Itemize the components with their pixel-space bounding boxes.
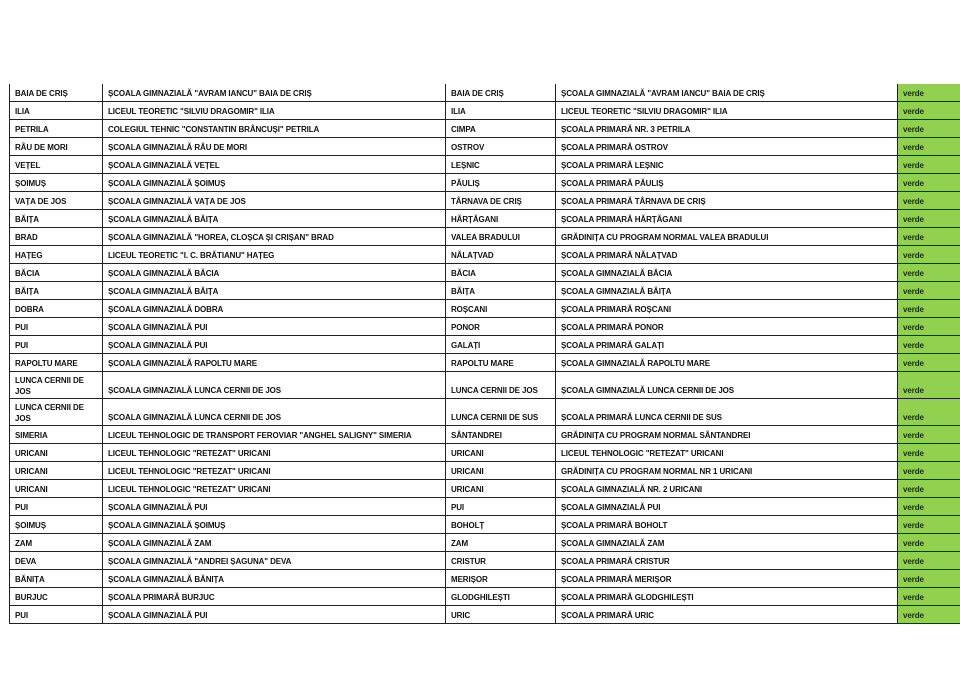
partner-locality-cell[interactable]: BĂCIA: [446, 264, 556, 282]
table-row: [10, 426, 960, 444]
partner-school-cell[interactable]: ȘCOALA GIMNAZIALĂ NR. 2 URICANI: [556, 480, 898, 498]
school-cell[interactable]: ȘCOALA GIMNAZIALĂ VEȚEL: [103, 156, 446, 174]
table-row: [10, 354, 960, 372]
school-cell[interactable]: LICEUL TEHNOLOGIC "RETEZAT" URICANI: [103, 462, 446, 480]
school-cell[interactable]: ȘCOALA GIMNAZIALĂ PUI: [103, 498, 446, 516]
locality-cell[interactable]: PETRILA: [10, 120, 103, 138]
locality-cell[interactable]: URICANI: [10, 480, 103, 498]
partner-school-cell[interactable]: ȘCOALA PRIMARĂ URIC: [556, 606, 898, 624]
school-cell[interactable]: ȘCOALA GIMNAZIALĂ DOBRA: [103, 300, 446, 318]
partner-school-cell[interactable]: ȘCOALA PRIMARĂ GLODGHILEȘTI: [556, 588, 898, 606]
locality-cell[interactable]: URICANI: [10, 462, 103, 480]
table-row: [10, 570, 960, 588]
partner-locality-cell[interactable]: HĂRȚĂGANI: [446, 210, 556, 228]
partner-school-cell[interactable]: ȘCOALA GIMNAZIALĂ BĂCIA: [556, 264, 898, 282]
status-cell[interactable]: verde: [898, 354, 960, 372]
table-row: [10, 480, 960, 498]
status-cell[interactable]: verde: [898, 156, 960, 174]
school-cell[interactable]: ȘCOALA GIMNAZIALĂ BĂIȚA: [103, 282, 446, 300]
partner-school-cell[interactable]: LICEUL TEHNOLOGIC "RETEZAT" URICANI: [556, 444, 898, 462]
table-row: [10, 444, 960, 462]
table-row: [10, 84, 960, 102]
school-cell[interactable]: ȘCOALA GIMNAZIALĂ VAȚA DE JOS: [103, 192, 446, 210]
partner-school-cell[interactable]: ȘCOALA PRIMARĂ PONOR: [556, 318, 898, 336]
status-cell[interactable]: verde: [898, 102, 960, 120]
status-cell[interactable]: verde: [898, 174, 960, 192]
partner-locality-cell[interactable]: LEȘNIC: [446, 156, 556, 174]
partner-locality-cell[interactable]: URIC: [446, 606, 556, 624]
locality-cell[interactable]: BAIA DE CRIȘ: [10, 84, 103, 102]
partner-locality-cell[interactable]: PUI: [446, 498, 556, 516]
table-row: [10, 588, 960, 606]
table-row: [10, 120, 960, 138]
table-row: [10, 282, 960, 300]
status-cell[interactable]: verde: [898, 534, 960, 552]
table-row: [10, 300, 960, 318]
locality-cell[interactable]: ȘOIMUȘ: [10, 516, 103, 534]
partner-school-cell[interactable]: ȘCOALA GIMNAZIALĂ "AVRAM IANCU" BAIA DE CRIȘ: [556, 84, 898, 102]
partner-school-cell[interactable]: ȘCOALA GIMNAZIALĂ BĂIȚA: [556, 282, 898, 300]
partner-locality-cell[interactable]: RAPOLTU MARE: [446, 354, 556, 372]
partner-locality-cell[interactable]: SÂNTANDREI: [446, 426, 556, 444]
status-cell[interactable]: verde: [898, 588, 960, 606]
locality-cell[interactable]: DEVA: [10, 552, 103, 570]
table-row: [10, 246, 960, 264]
locality-cell[interactable]: BĂNIȚA: [10, 570, 103, 588]
locality-cell[interactable]: DOBRA: [10, 300, 103, 318]
table-row: [10, 174, 960, 192]
status-cell[interactable]: verde: [898, 192, 960, 210]
school-cell[interactable]: ȘCOALA GIMNAZIALĂ PUI: [103, 606, 446, 624]
partner-school-cell[interactable]: LICEUL TEORETIC "SILVIU DRAGOMIR" ILIA: [556, 102, 898, 120]
partner-school-cell[interactable]: ȘCOALA GIMNAZIALĂ PUI: [556, 498, 898, 516]
status-cell[interactable]: verde: [898, 444, 960, 462]
school-cell[interactable]: ȘCOALA GIMNAZIALĂ LUNCA CERNII DE JOS: [103, 372, 446, 399]
partner-locality-cell[interactable]: BAIA DE CRIȘ: [446, 84, 556, 102]
school-cell[interactable]: ȘCOALA GIMNAZIALĂ BĂNIȚA: [103, 570, 446, 588]
table-row: [10, 516, 960, 534]
table-row: [10, 102, 960, 120]
locality-cell[interactable]: LUNCA CERNII DE JOS: [10, 372, 103, 399]
partner-locality-cell[interactable]: VALEA BRADULUI: [446, 228, 556, 246]
status-cell[interactable]: verde: [898, 399, 960, 426]
locality-cell[interactable]: RÂU DE MORI: [10, 138, 103, 156]
partner-school-cell[interactable]: GRĂDINIȚA CU PROGRAM NORMAL SÂNTANDREI: [556, 426, 898, 444]
status-cell[interactable]: verde: [898, 498, 960, 516]
school-cell[interactable]: LICEUL TEHNOLOGIC "RETEZAT" URICANI: [103, 444, 446, 462]
school-cell[interactable]: ȘCOALA GIMNAZIALĂ LUNCA CERNII DE JOS: [103, 399, 446, 426]
status-cell[interactable]: verde: [898, 138, 960, 156]
status-cell[interactable]: verde: [898, 372, 960, 399]
school-cell[interactable]: ȘCOALA GIMNAZIALĂ "HOREA, CLOȘCA ȘI CRIȘAN" BRAD: [103, 228, 446, 246]
partner-locality-cell[interactable]: BOHOLȚ: [446, 516, 556, 534]
table-row: [10, 462, 960, 480]
table-body: [10, 84, 960, 624]
partner-school-cell[interactable]: ȘCOALA GIMNAZIALĂ ZAM: [556, 534, 898, 552]
table-row: [10, 336, 960, 354]
status-cell[interactable]: verde: [898, 282, 960, 300]
status-cell[interactable]: verde: [898, 552, 960, 570]
school-cell[interactable]: ȘCOALA GIMNAZIALĂ PUI: [103, 318, 446, 336]
status-cell[interactable]: verde: [898, 480, 960, 498]
locality-cell[interactable]: URICANI: [10, 444, 103, 462]
school-cell[interactable]: ȘCOALA GIMNAZIALĂ ȘOIMUȘ: [103, 516, 446, 534]
school-cell[interactable]: LICEUL TEHNOLOGIC "RETEZAT" URICANI: [103, 480, 446, 498]
locality-cell[interactable]: RAPOLTU MARE: [10, 354, 103, 372]
locality-cell[interactable]: ILIA: [10, 102, 103, 120]
table-row: [10, 264, 960, 282]
partner-locality-cell[interactable]: PĂULIȘ: [446, 174, 556, 192]
school-cell[interactable]: ȘCOALA GIMNAZIALĂ BĂIȚA: [103, 210, 446, 228]
school-cell[interactable]: ȘCOALA GIMNAZIALĂ BĂCIA: [103, 264, 446, 282]
partner-locality-cell[interactable]: OSTROV: [446, 138, 556, 156]
locality-cell[interactable]: BĂIȚA: [10, 282, 103, 300]
status-cell[interactable]: verde: [898, 84, 960, 102]
partner-locality-cell[interactable]: URICANI: [446, 444, 556, 462]
table-row: [10, 498, 960, 516]
table-row: [10, 606, 960, 624]
school-cell[interactable]: ȘCOALA GIMNAZIALĂ RÂU DE MORI: [103, 138, 446, 156]
partner-school-cell[interactable]: ȘCOALA PRIMARĂ CRISTUR: [556, 552, 898, 570]
school-cell[interactable]: LICEUL TEORETIC "SILVIU DRAGOMIR" ILIA: [103, 102, 446, 120]
partner-locality-cell[interactable]: LUNCA CERNII DE SUS: [446, 399, 556, 426]
partner-locality-cell[interactable]: GALAȚI: [446, 336, 556, 354]
partner-school-cell[interactable]: ȘCOALA PRIMARĂ TÂRNAVA DE CRIȘ: [556, 192, 898, 210]
partner-school-cell[interactable]: ȘCOALA PRIMARĂ NĂLAȚVAD: [556, 246, 898, 264]
table-row: [10, 552, 960, 570]
table-row: [10, 138, 960, 156]
locality-cell[interactable]: PUI: [10, 606, 103, 624]
partner-locality-cell[interactable]: CIMPA: [446, 120, 556, 138]
partner-locality-cell[interactable]: NĂLAȚVAD: [446, 246, 556, 264]
locality-cell[interactable]: PUI: [10, 318, 103, 336]
partner-school-cell[interactable]: GRĂDINIȚA CU PROGRAM NORMAL NR 1 URICANI: [556, 462, 898, 480]
partner-school-cell[interactable]: ȘCOALA PRIMARĂ NR. 3 PETRILA: [556, 120, 898, 138]
status-cell[interactable]: verde: [898, 516, 960, 534]
partner-school-cell[interactable]: ȘCOALA PRIMARĂ BOHOLT: [556, 516, 898, 534]
partner-school-cell[interactable]: ȘCOALA PRIMARĂ HĂRȚĂGANI: [556, 210, 898, 228]
locality-cell[interactable]: BRAD: [10, 228, 103, 246]
school-cell[interactable]: ȘCOALA GIMNAZIALĂ ȘOIMUȘ: [103, 174, 446, 192]
partner-locality-cell[interactable]: BĂIȚA: [446, 282, 556, 300]
school-cell[interactable]: LICEUL TEORETIC "I. C. BRĂTIANU" HAȚEG: [103, 246, 446, 264]
school-cell[interactable]: ȘCOALA GIMNAZIALĂ "ANDREI ȘAGUNA" DEVA: [103, 552, 446, 570]
partner-locality-cell[interactable]: ILIA: [446, 102, 556, 120]
partner-locality-cell[interactable]: URICANI: [446, 480, 556, 498]
partner-school-cell[interactable]: ȘCOALA PRIMARĂ OSTROV: [556, 138, 898, 156]
locality-cell[interactable]: PUI: [10, 498, 103, 516]
partner-school-cell[interactable]: ȘCOALA PRIMARĂ LUNCA CERNII DE SUS: [556, 399, 898, 426]
school-cell[interactable]: ȘCOALA PRIMARĂ BURJUC: [103, 588, 446, 606]
partner-locality-cell[interactable]: ZAM: [446, 534, 556, 552]
school-cell[interactable]: COLEGIUL TEHNIC "CONSTANTIN BRÂNCUȘI" PETRILA: [103, 120, 446, 138]
status-cell[interactable]: verde: [898, 570, 960, 588]
schools-table: [9, 84, 960, 624]
locality-cell[interactable]: ZAM: [10, 534, 103, 552]
locality-cell[interactable]: VAȚA DE JOS: [10, 192, 103, 210]
partner-school-cell[interactable]: ȘCOALA PRIMARĂ LEȘNIC: [556, 156, 898, 174]
partner-locality-cell[interactable]: PONOR: [446, 318, 556, 336]
school-cell[interactable]: ȘCOALA GIMNAZIALĂ PUI: [103, 336, 446, 354]
table-row: [10, 192, 960, 210]
partner-locality-cell[interactable]: LUNCA CERNII DE JOS: [446, 372, 556, 399]
table-row: [10, 210, 960, 228]
partner-locality-cell[interactable]: ROȘCANI: [446, 300, 556, 318]
status-cell[interactable]: verde: [898, 336, 960, 354]
school-cell[interactable]: ȘCOALA GIMNAZIALĂ ZAM: [103, 534, 446, 552]
table-row: [10, 399, 960, 426]
locality-cell[interactable]: LUNCA CERNII DE JOS: [10, 399, 103, 426]
table-row: [10, 156, 960, 174]
partner-locality-cell[interactable]: GLODGHILEȘTI: [446, 588, 556, 606]
locality-cell[interactable]: PUI: [10, 336, 103, 354]
partner-locality-cell[interactable]: URICANI: [446, 462, 556, 480]
school-cell[interactable]: LICEUL TEHNOLOGIC DE TRANSPORT FEROVIAR "ANGHEL SALIGNY" SIMERIA: [103, 426, 446, 444]
partner-locality-cell[interactable]: MERIȘOR: [446, 570, 556, 588]
partner-school-cell[interactable]: ȘCOALA PRIMARĂ GALAȚI: [556, 336, 898, 354]
locality-cell[interactable]: BĂCIA: [10, 264, 103, 282]
locality-cell[interactable]: ȘOIMUȘ: [10, 174, 103, 192]
partner-school-cell[interactable]: ȘCOALA PRIMARĂ PĂULIȘ: [556, 174, 898, 192]
status-cell[interactable]: verde: [898, 318, 960, 336]
partner-school-cell[interactable]: ȘCOALA GIMNAZIALĂ LUNCA CERNII DE JOS: [556, 372, 898, 399]
status-cell[interactable]: verde: [898, 246, 960, 264]
partner-school-cell[interactable]: GRĂDINIȚA CU PROGRAM NORMAL VALEA BRADULUI: [556, 228, 898, 246]
spreadsheet-page: [9, 84, 960, 624]
table-row: [10, 534, 960, 552]
table-row: [10, 228, 960, 246]
status-cell[interactable]: verde: [898, 120, 960, 138]
partner-school-cell[interactable]: ȘCOALA GIMNAZIALĂ RAPOLTU MARE: [556, 354, 898, 372]
locality-cell[interactable]: BURJUC: [10, 588, 103, 606]
table-row: [10, 372, 960, 399]
school-cell[interactable]: ȘCOALA GIMNAZIALĂ RAPOLTU MARE: [103, 354, 446, 372]
status-cell[interactable]: verde: [898, 264, 960, 282]
status-cell[interactable]: verde: [898, 210, 960, 228]
locality-cell[interactable]: VEȚEL: [10, 156, 103, 174]
table-row: [10, 318, 960, 336]
locality-cell[interactable]: BĂIȚA: [10, 210, 103, 228]
partner-locality-cell[interactable]: TÂRNAVA DE CRIȘ: [446, 192, 556, 210]
status-cell[interactable]: verde: [898, 228, 960, 246]
partner-school-cell[interactable]: ȘCOALA PRIMARĂ ROȘCANI: [556, 300, 898, 318]
status-cell[interactable]: verde: [898, 462, 960, 480]
status-cell[interactable]: verde: [898, 606, 960, 624]
status-cell[interactable]: verde: [898, 426, 960, 444]
partner-locality-cell[interactable]: CRISTUR: [446, 552, 556, 570]
locality-cell[interactable]: SIMERIA: [10, 426, 103, 444]
locality-cell[interactable]: HAȚEG: [10, 246, 103, 264]
status-cell[interactable]: verde: [898, 300, 960, 318]
school-cell[interactable]: ȘCOALA GIMNAZIALĂ "AVRAM IANCU" BAIA DE CRIȘ: [103, 84, 446, 102]
partner-school-cell[interactable]: ȘCOALA PRIMARĂ MERIȘOR: [556, 570, 898, 588]
